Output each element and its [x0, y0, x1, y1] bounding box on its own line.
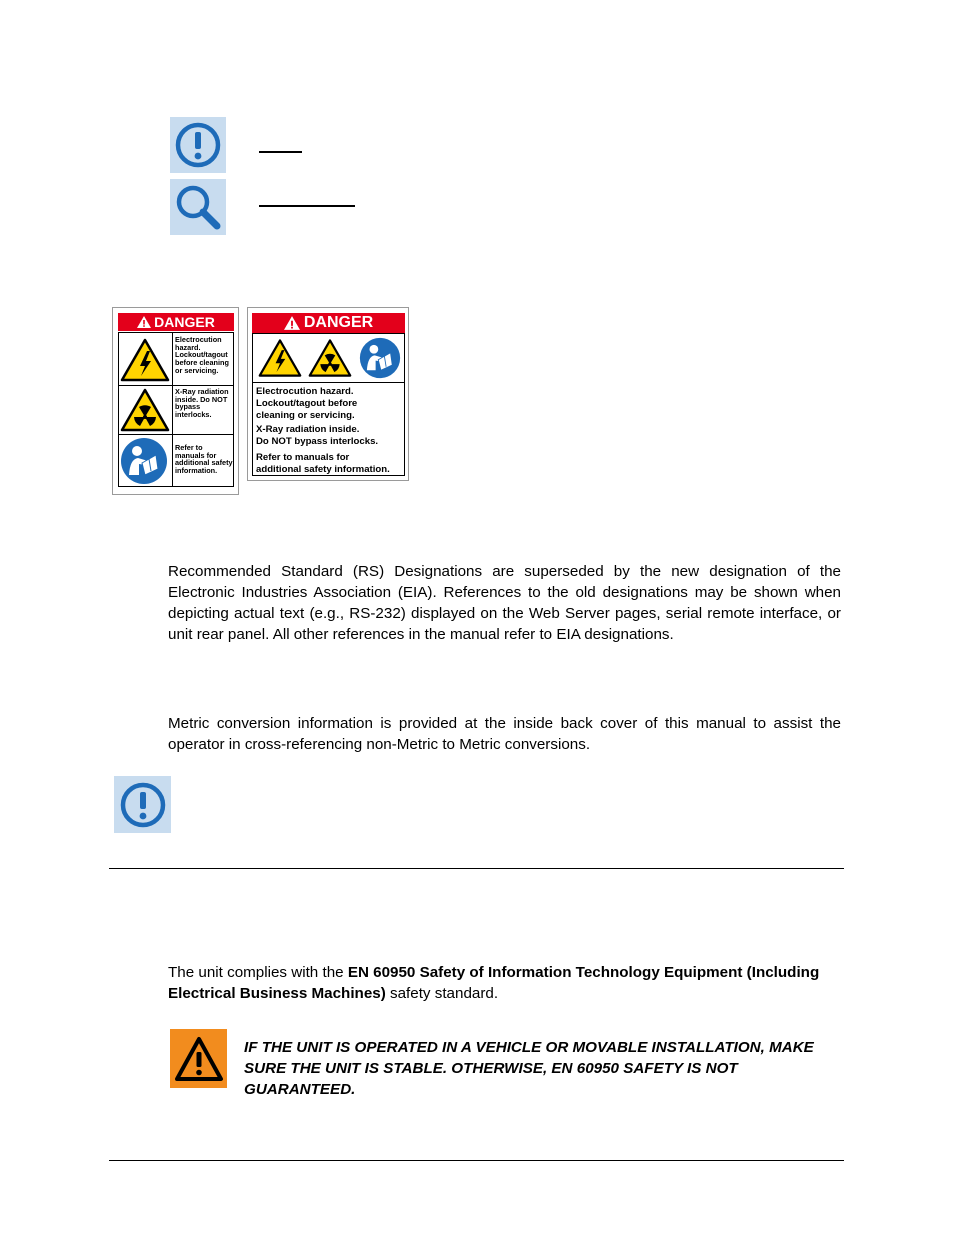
- label-line: additional safety information.: [256, 464, 390, 475]
- label-line: X-Ray radiation inside.: [256, 424, 360, 435]
- safety-text: safety standard.: [385, 985, 499, 1002]
- label-line: cleaning or servicing.: [256, 410, 355, 421]
- read-manual-icon: [359, 337, 401, 379]
- read-manual-icon: [120, 437, 168, 485]
- safety-standard-name: EN 60950 Safety of Information Technology Equipment (Including Electrical Business Machines): [168, 964, 820, 1002]
- danger-label-horizontal: [247, 307, 409, 481]
- danger-label-vertical: [112, 307, 239, 495]
- label-line: Do NOT bypass interlocks.: [256, 436, 379, 447]
- label-line: Refer to manuals for: [256, 452, 350, 463]
- electrocution-triangle-icon: [120, 338, 170, 382]
- reference-underline: [259, 205, 355, 207]
- danger-triangle-icon: [284, 316, 300, 330]
- panel-divider: [118, 385, 234, 386]
- safety-text: The unit complies with the: [168, 964, 348, 981]
- rs-designations-paragraph: Recommended Standard (RS) Designations are superseded by the new designation of the Electronic Industries Association (EIA). References to the old designations may be shown when depicting actual text (e.g., RS-232) displayed on the Web Server pages, serial remote interface, or unit rear panel. All other references in the manual refer to EIA designations.: [168, 563, 841, 643]
- electrocution-triangle-icon: [258, 338, 302, 378]
- radiation-triangle-icon: [120, 388, 170, 432]
- warning-text: IF THE UNIT IS OPERATED IN A VEHICLE OR MOVABLE INSTALLATION, MAKE SURE THE UNIT IS STABLE. OTHERWISE, EN 60950 SAFETY IS NOT GUARANTEED.: [244, 1039, 814, 1098]
- panel-text: X-Ray radiation inside. Do NOT bypass interlocks.: [175, 387, 229, 419]
- metric-conversion-paragraph: Metric conversion information is provided at the inside back cover of this manual to assist the operator in cross-referencing non-Metric to Metric conversions.: [168, 715, 841, 753]
- panel-text: Refer to manuals for additional safety information.: [175, 443, 233, 475]
- panel-divider: [172, 332, 173, 487]
- label-line: Lockout/tagout before: [256, 398, 358, 409]
- magnifier-icon: [170, 179, 226, 235]
- panel-divider: [118, 434, 234, 435]
- danger-header: DANGER: [118, 313, 234, 331]
- note-underline: [259, 151, 302, 153]
- danger-header: DANGER: [252, 313, 405, 333]
- footer-divider: [109, 1160, 844, 1161]
- section-divider: [109, 868, 844, 869]
- safety-compliance-paragraph: [168, 962, 841, 1004]
- label-line: Electrocution hazard.: [256, 386, 354, 397]
- panel-text: Electrocution hazard. Lockout/tagout before cleaning or servicing.: [175, 335, 229, 375]
- panel-divider: [252, 382, 405, 383]
- danger-triangle-icon: [137, 316, 151, 328]
- exclamation-circle-icon: [114, 776, 171, 833]
- label-text-block: [256, 386, 390, 476]
- warning-triangle-icon: [170, 1029, 227, 1088]
- radiation-triangle-icon: [308, 338, 352, 378]
- exclamation-circle-icon: [170, 117, 226, 173]
